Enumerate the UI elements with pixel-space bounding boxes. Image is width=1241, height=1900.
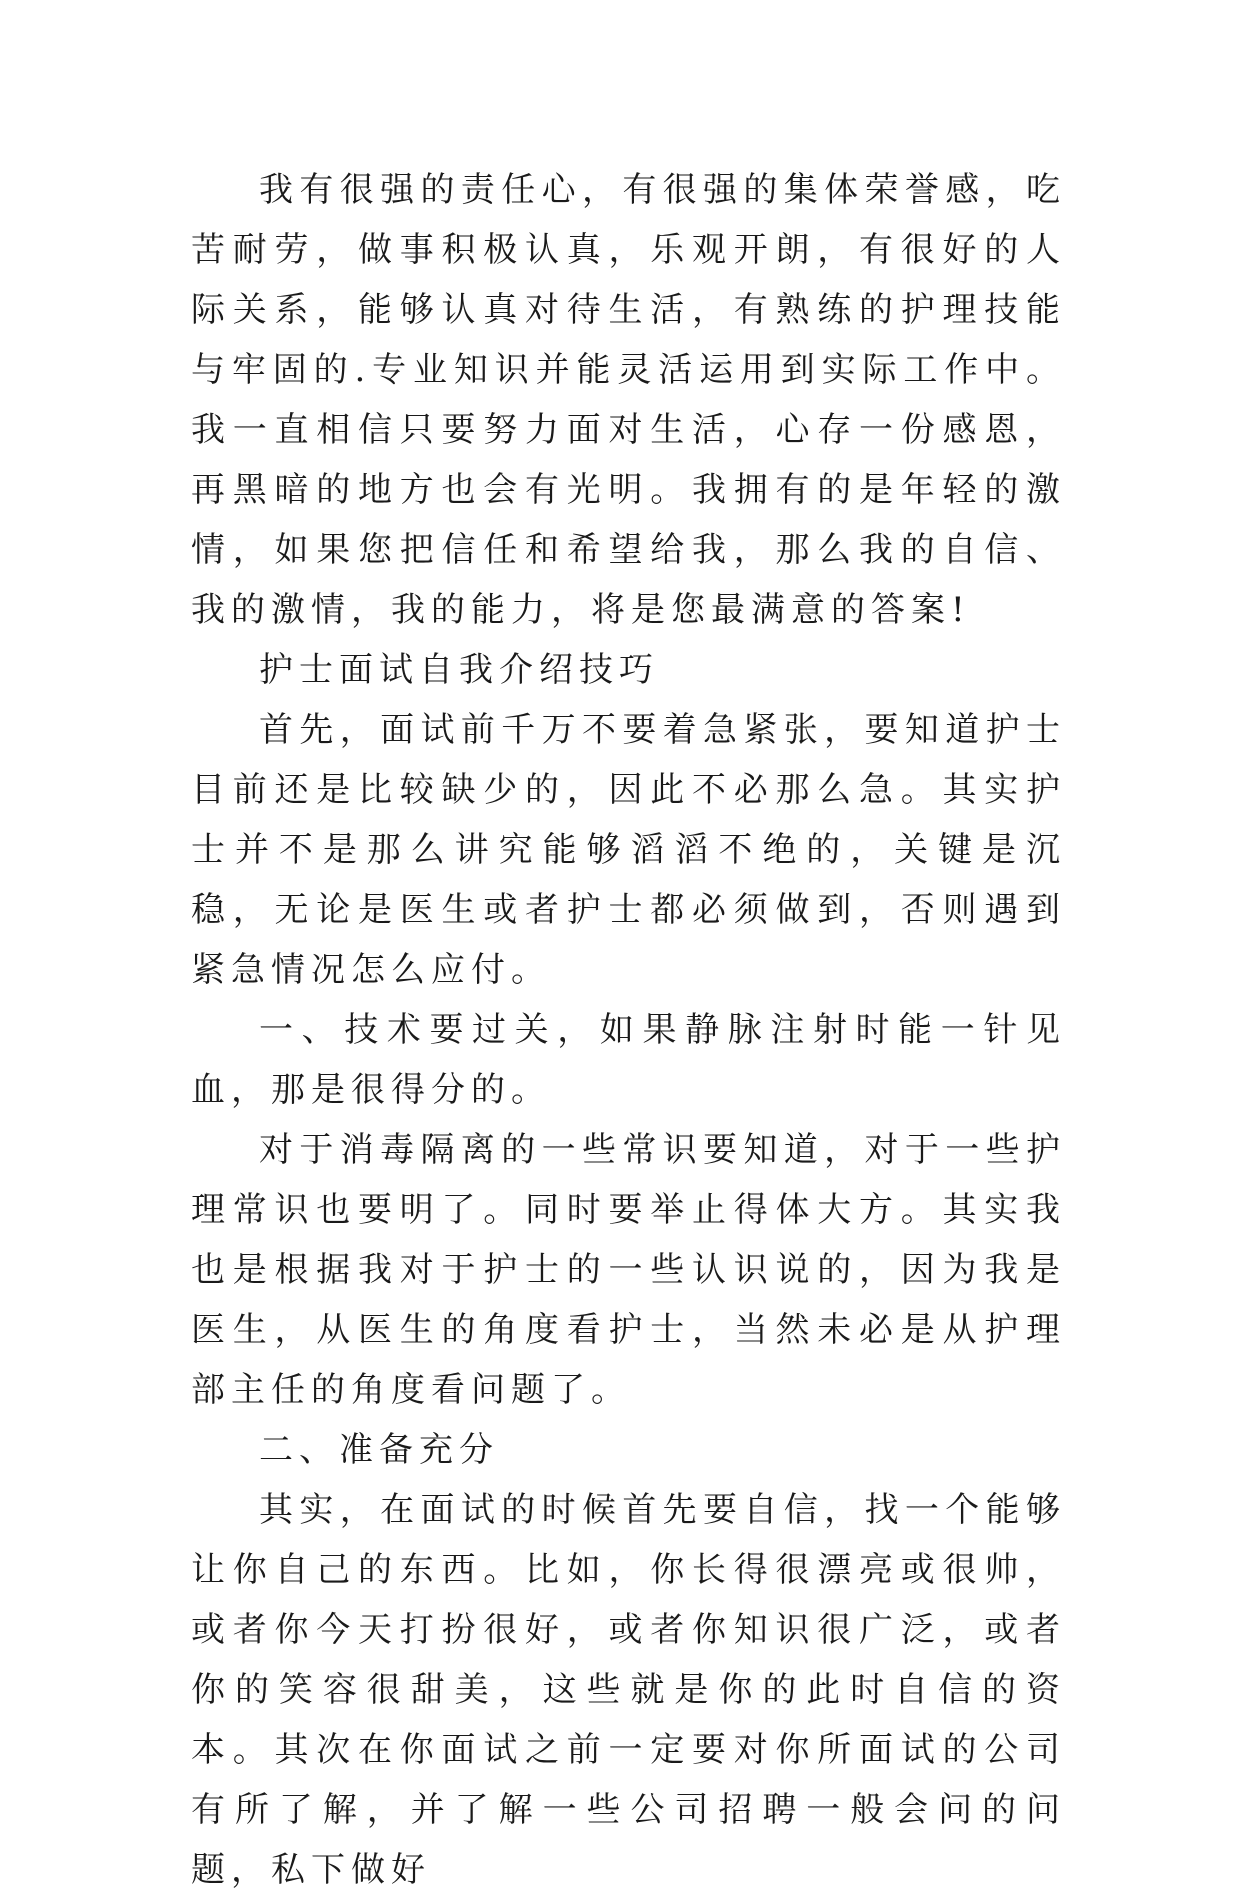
paragraph-point-two-preparation: 二、准备充分 bbox=[259, 1430, 499, 1470]
paragraph-stay-calm: 首先，面试前千万不要着急紧张，要知道护士目前还是比较缺少的，因此不必那么急。其实护士并不是那么讲究能够滔滔不绝的，关键是沉稳，无论是医生或者护士都必须做到，否则遇到紧急情况怎么应付。 bbox=[191, 710, 1066, 990]
paragraph-disinfection-knowledge: 对于消毒隔离的一些常识要知道，对于一些护理常识也要明了。同时要举止得体大方。其实我也是根据我对于护士的一些认识说的，因为我是医生，从医生的角度看护士，当然未必是从护理部主任的角度看问题了。 bbox=[191, 1130, 1066, 1410]
paragraph-point-one-skills: 一、技术要过关，如果静脉注射时能一针见血，那是很得分的。 bbox=[191, 1010, 1066, 1110]
paragraph-confidence: 其实，在面试的时候首先要自信，找一个能够让你自己的东西。比如，你长得很漂亮或很帅，或者你今天打扮很好，或者你知识很广泛，或者你的笑容很甜美，这些就是你的此时自信的资本。其次在你面试之前一定要对你所面试的公司有所了解，并了解一些公司招聘一般会问的问题，私下做好 bbox=[191, 1490, 1066, 1890]
section-heading-interview-tips: 护士面试自我介绍技巧 bbox=[259, 650, 659, 690]
paragraph-self-introduction: 我有很强的责任心，有很强的集体荣誉感，吃苦耐劳，做事积极认真，乐观开朗，有很好的人际关系，能够认真对待生活，有熟练的护理技能与牢固的.专业知识并能灵活运用到实际工作中。我一直相信只要努力面对生活，心存一份感恩，再黑暗的地方也会有光明。我拥有的是年轻的激情，如果您把信任和希望给我，那么我的自信、我的激情，我的能力，将是您最满意的答案! bbox=[191, 170, 1066, 630]
document-body bbox=[191, 160, 1066, 1900]
